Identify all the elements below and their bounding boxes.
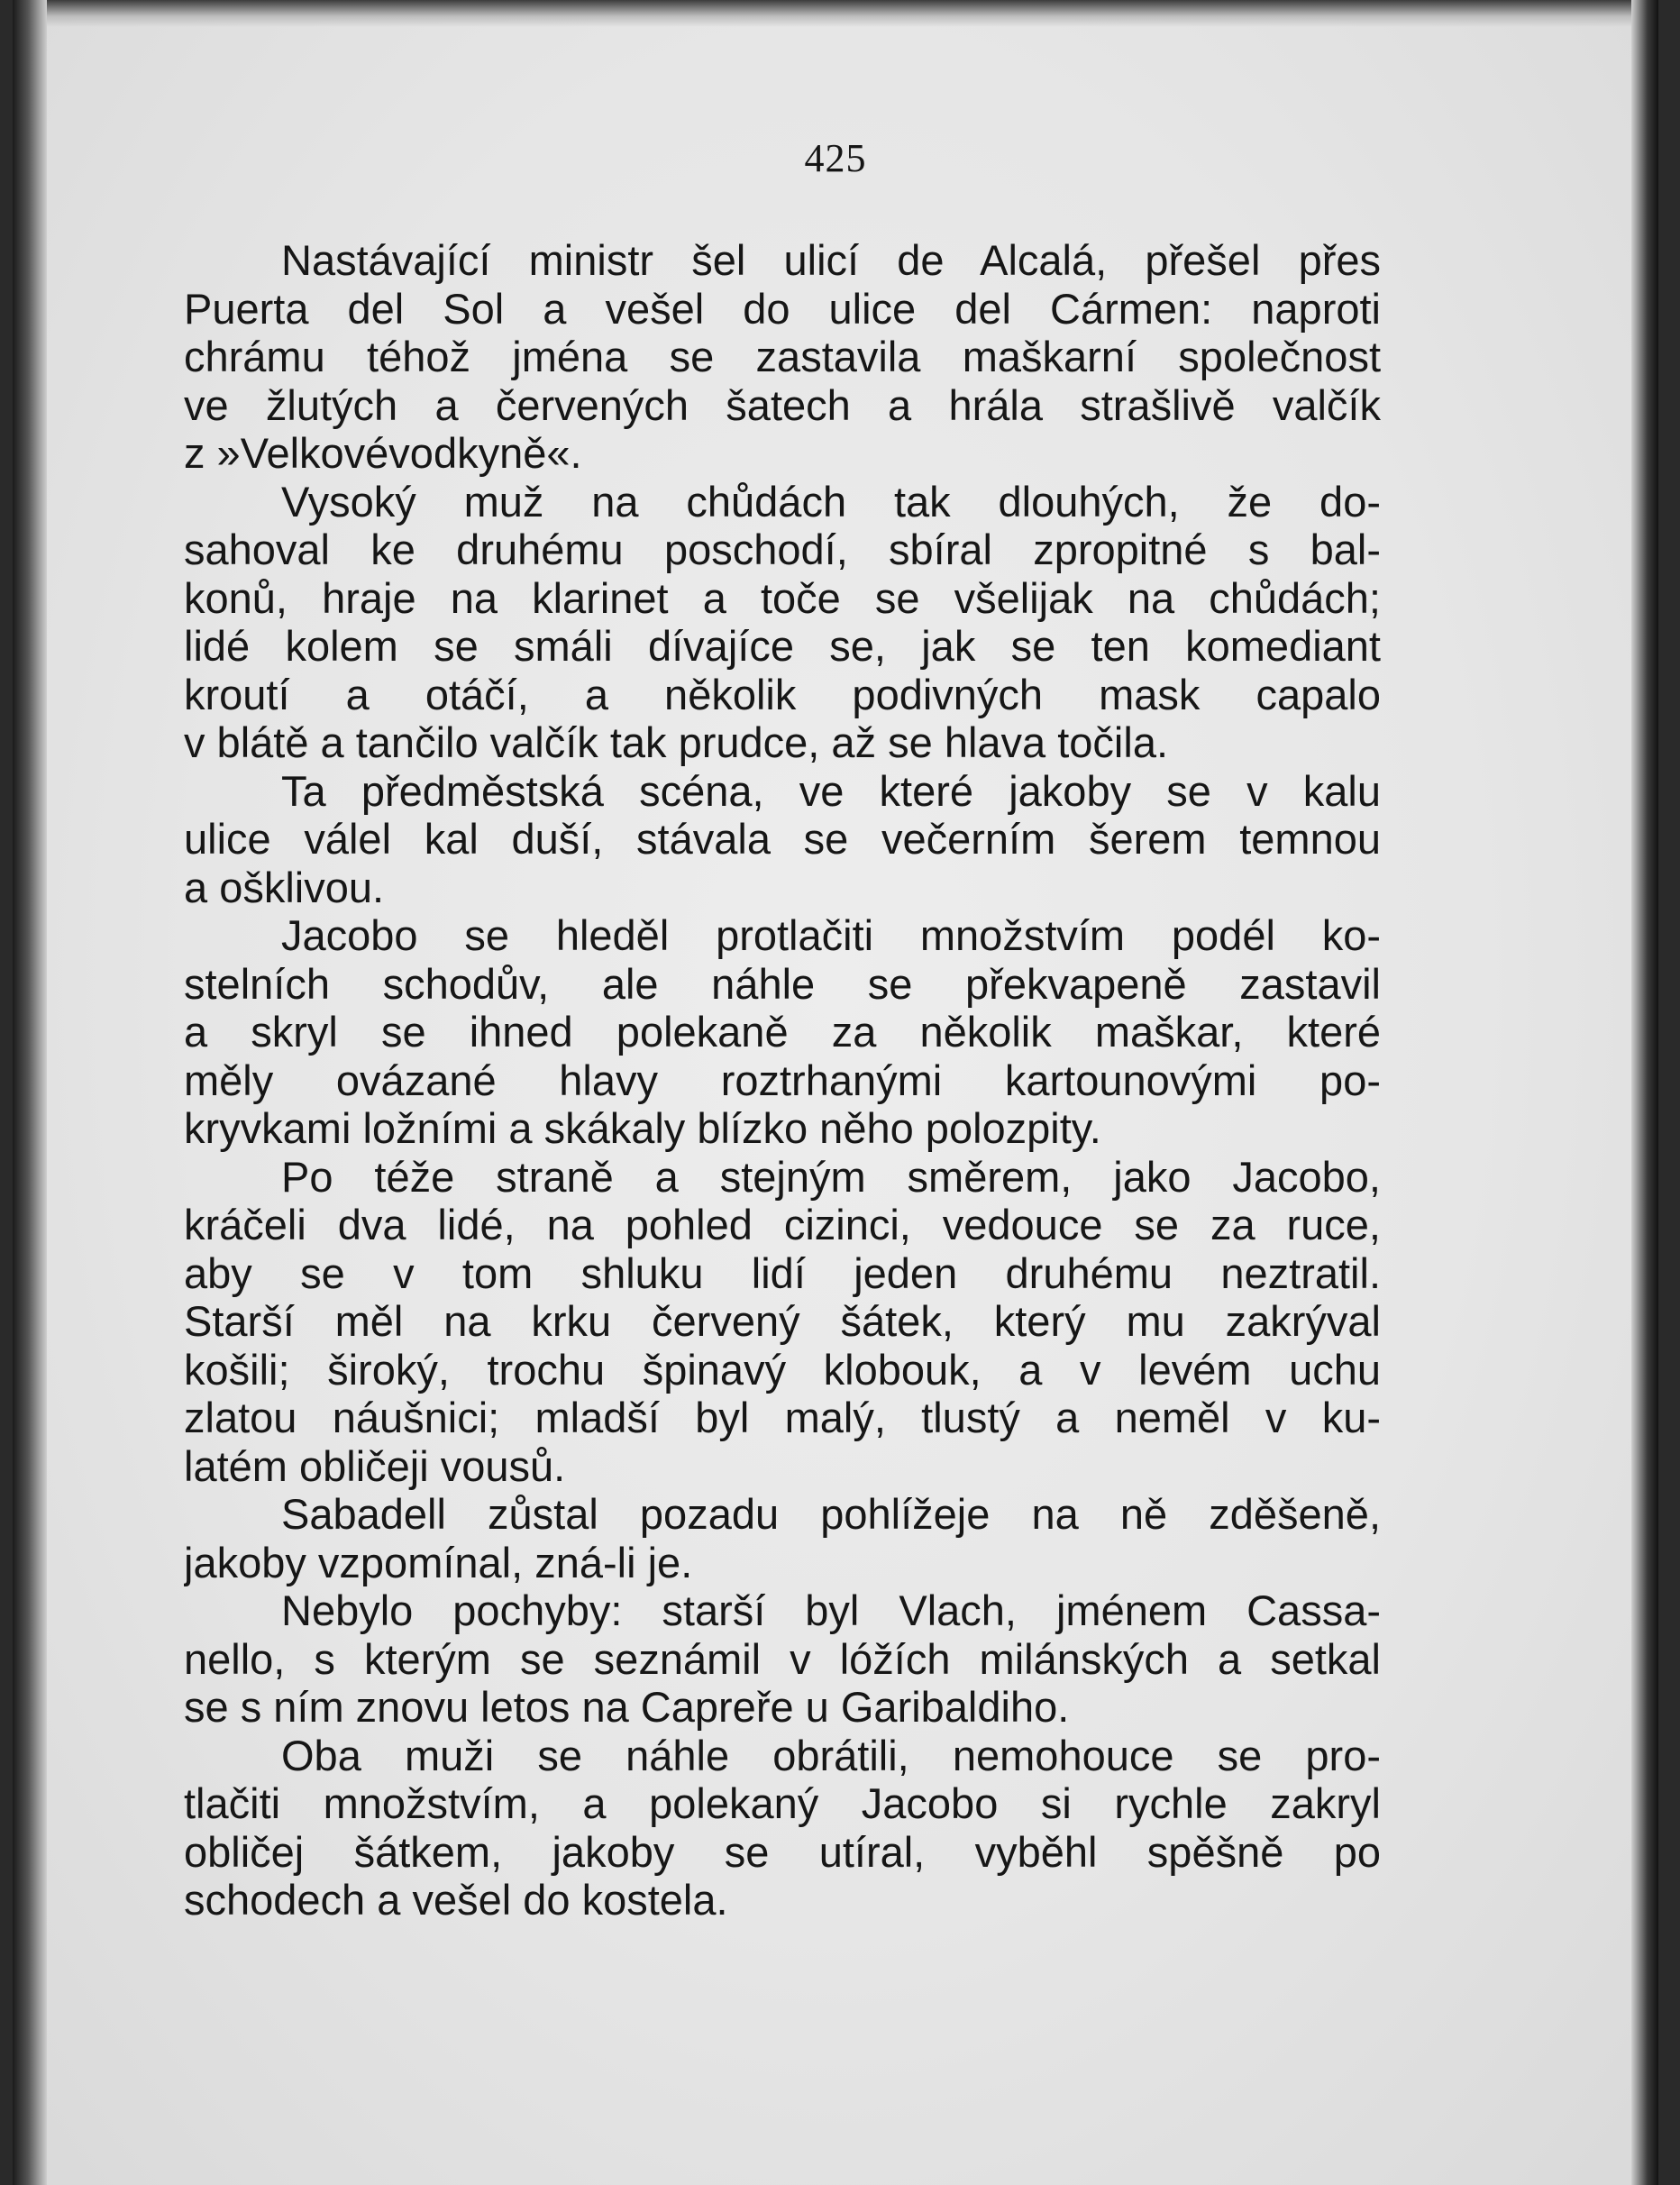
- text-line: jakoby vzpomínal, zná-li je.: [184, 1538, 693, 1586]
- page-right-shadow: [1631, 0, 1658, 2185]
- text-line: se s ním znovu letos na Capreře u Garibaldiho.: [184, 1683, 1070, 1731]
- text-line: Jacobo se hleděl protlačiti množstvím podél ko-: [281, 911, 1381, 959]
- text-line: obličej šátkem, jakoby se utíral, vyběhl spěšně po: [184, 1827, 1381, 1876]
- text-line: Starší měl na krku červený šátek, který mu zakrýval: [184, 1297, 1381, 1345]
- text-line: Puerta del Sol a vešel do ulice del Cármen: naproti: [184, 284, 1381, 333]
- text-line: aby se v tom shluku lidí jeden druhému neztratil.: [184, 1248, 1381, 1297]
- text-line: stelních schodův, ale náhle se překvapeně zastavil: [184, 959, 1381, 1008]
- page-number: 425: [804, 136, 867, 180]
- text-line: z »Velkovévodkyně«.: [184, 429, 582, 477]
- text-line: ve žlutých a červených šatech a hrála strašlivě valčík: [184, 380, 1381, 429]
- text-line: Nastávající ministr šel ulicí de Alcalá, přešel přes: [281, 236, 1381, 284]
- text-line: Nebylo pochyby: starší byl Vlach, jménem Cassa-: [281, 1586, 1381, 1634]
- text-line: kráčeli dva lidé, na pohled cizinci, vedouce se za ruce,: [184, 1201, 1381, 1248]
- text-line: latém obličeji vousů.: [184, 1441, 566, 1490]
- text-line: a skryl se ihned polekaně za několik maškar, které: [184, 1008, 1381, 1056]
- page-left-shadow: [13, 0, 47, 2185]
- text-line: nello, s kterým se seznámil v lóžích milánských a setkal: [184, 1634, 1381, 1683]
- text-line: kroutí a otáčí, a několik podivných mask capalo: [184, 670, 1381, 718]
- text-line: košili; široký, trochu špinavý klobouk, a v levém uchu: [184, 1345, 1381, 1394]
- scanned-page: [13, 0, 1658, 2185]
- text-line: měly ovázané hlavy roztrhanými kartounovými po-: [184, 1056, 1381, 1104]
- text-line: sahoval ke druhému poschodí, sbíral zpropitné s bal-: [184, 526, 1381, 573]
- body-text: [184, 236, 1381, 1924]
- text-line: v blátě a tančilo valčík tak prudce, až se hlava točila.: [184, 718, 1169, 766]
- text-line: ulice válel kal duší, stávala se večerním šerem temnou: [184, 815, 1381, 863]
- text-line: schodech a vešel do kostela.: [184, 1876, 728, 1924]
- text-line: kryvkami ložními a skákaly blízko něho polozpity.: [184, 1104, 1101, 1152]
- text-line: konů, hraje na klarinet a toče se všelijak na chůdách;: [184, 573, 1381, 622]
- text-line: zlatou náušnici; mladší byl malý, tlustý a neměl v ku-: [184, 1394, 1381, 1441]
- text-line: tlačiti množstvím, a polekaný Jacobo si rychle zakryl: [184, 1779, 1381, 1827]
- text-line: Oba muži se náhle obrátili, nemohouce se pro-: [281, 1731, 1381, 1779]
- text-line: lidé kolem se smáli dívajíce se, jak se ten komediant: [184, 622, 1381, 670]
- page-top-shadow: [13, 0, 1658, 27]
- text-line: Vysoký muž na chůdách tak dlouhých, že do-: [281, 477, 1381, 526]
- text-line: Po téže straně a stejným směrem, jako Jacobo,: [281, 1152, 1381, 1201]
- text-line: chrámu téhož jména se zastavila maškarní společnost: [184, 333, 1381, 380]
- text-line: Sabadell zůstal pozadu pohlížeje na ně zděšeně,: [281, 1490, 1381, 1538]
- text-line: a ošklivou.: [184, 863, 385, 911]
- text-line: Ta předměstská scéna, ve které jakoby se v kalu: [281, 766, 1381, 815]
